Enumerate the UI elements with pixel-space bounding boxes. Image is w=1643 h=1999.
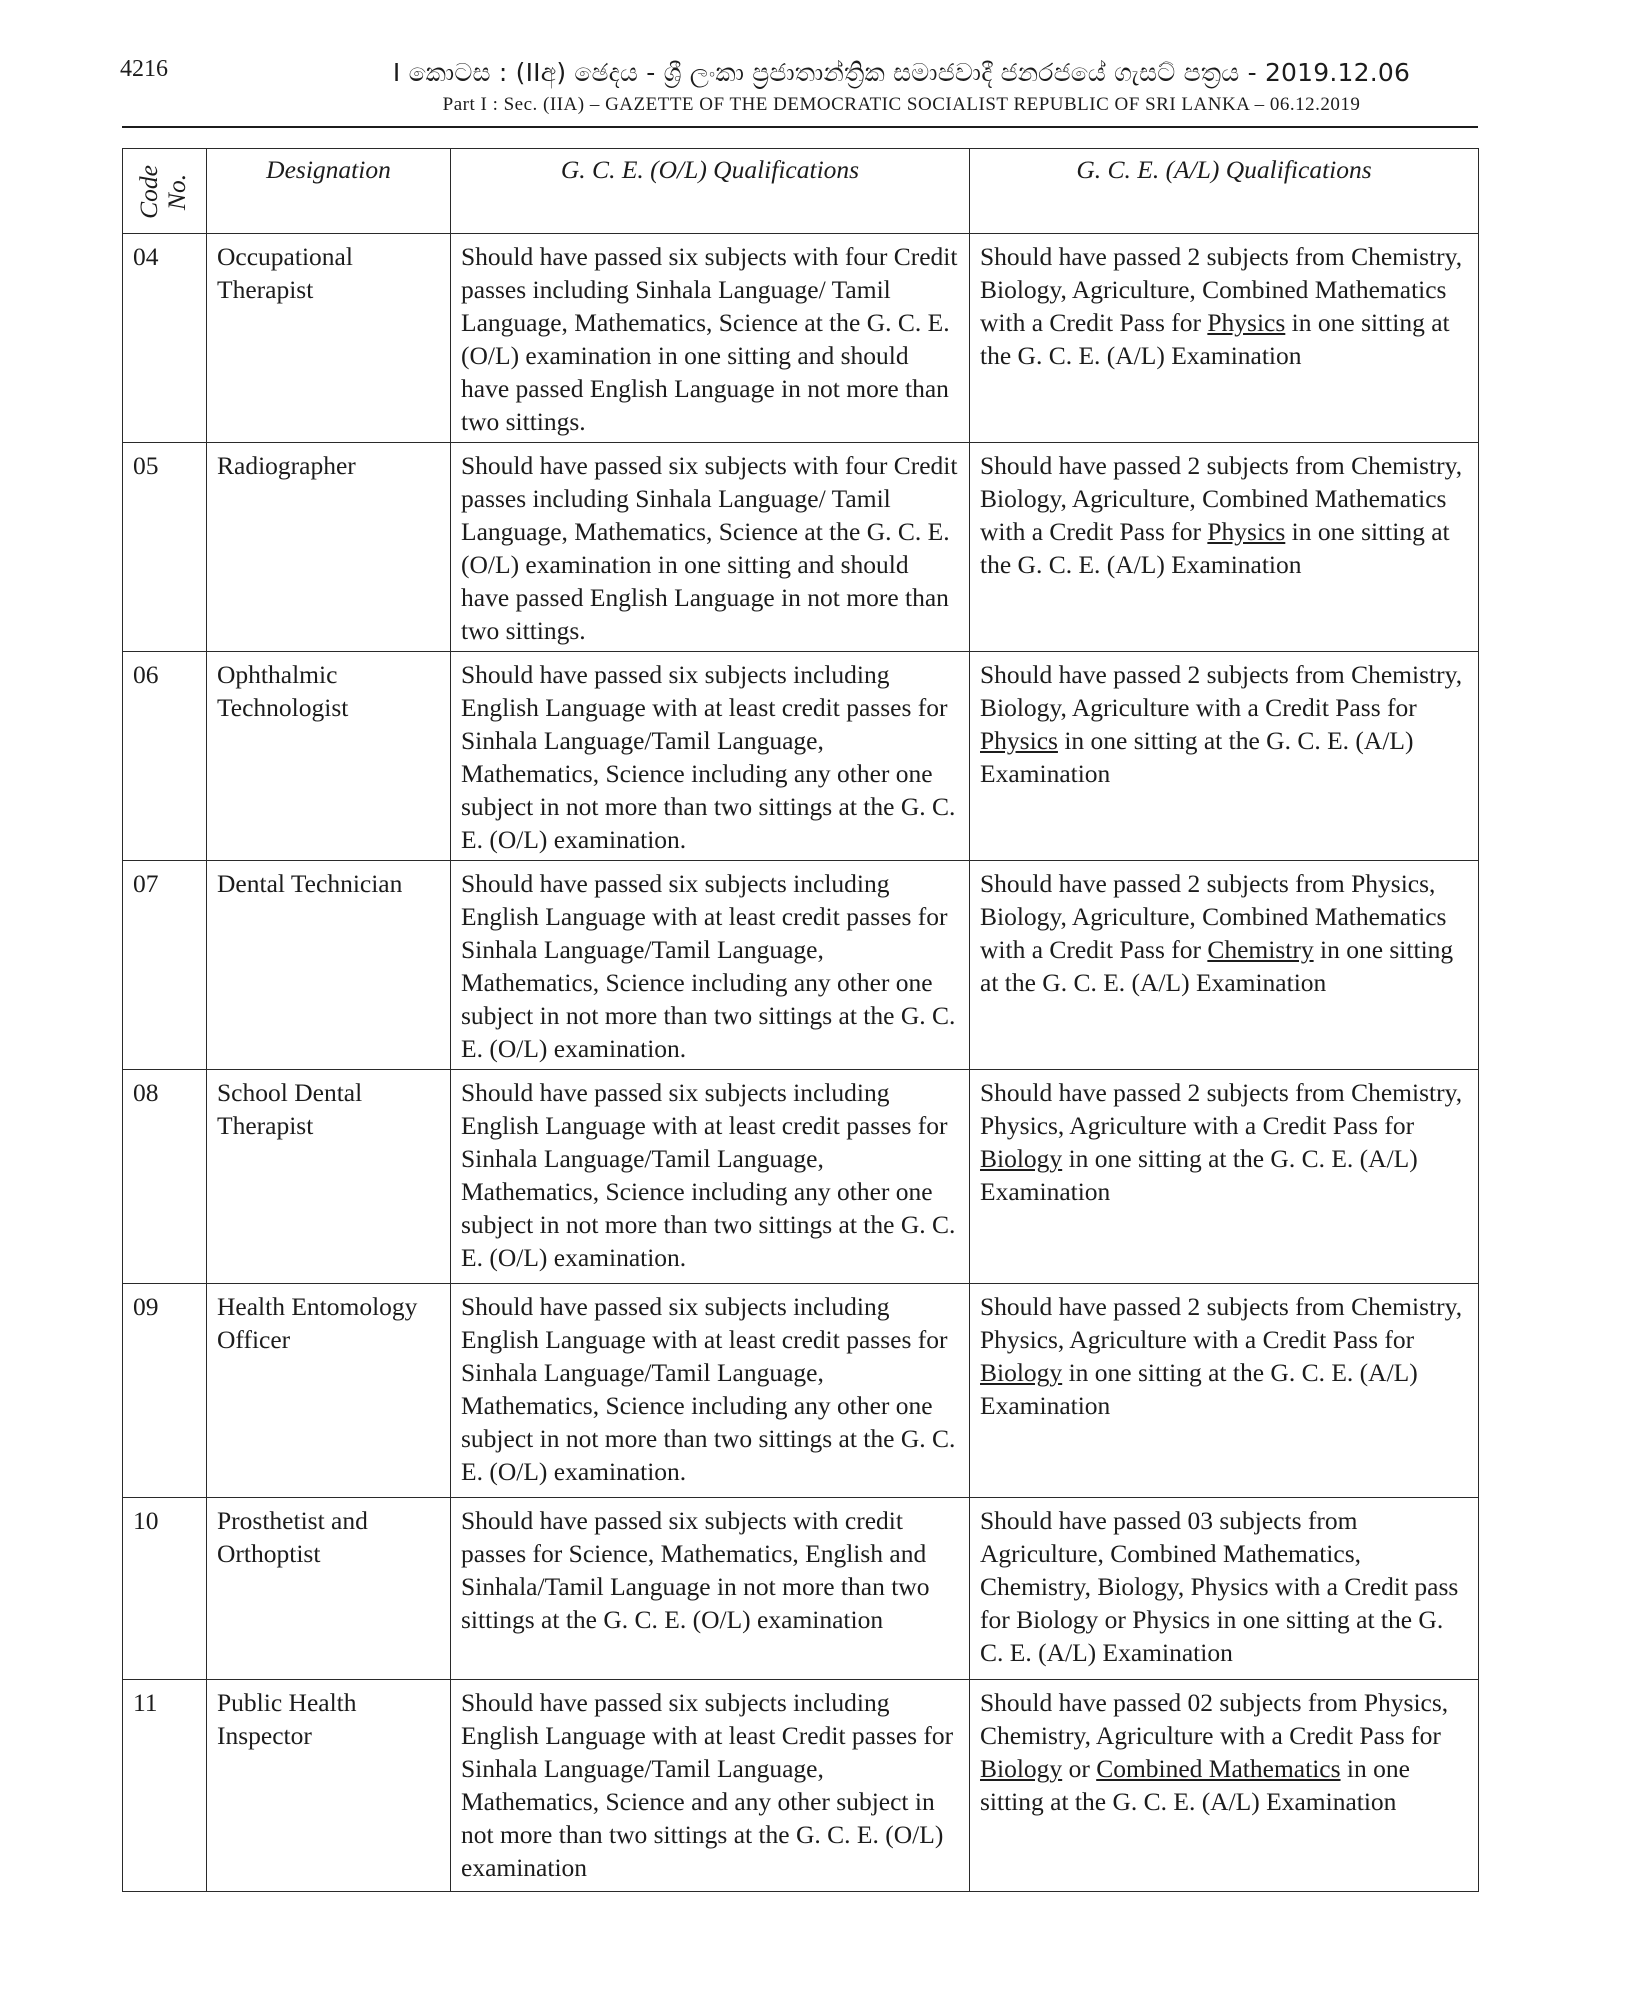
column-header-designation: Designation [207, 149, 451, 234]
al-text-segment: Should have passed 02 subjects from Physics, Chemistry, Agriculture with a Credit Pass for [980, 1688, 1449, 1750]
ol-qualification-cell: Should have passed six subjects with credit passes for Science, Mathematics, English and Sinhala/Tamil Language in not more than two sittings at the G. C. E. (O/L) examination [451, 1498, 970, 1680]
ol-qualification-cell: Should have passed six subjects including English Language with at least credit passes for Sinhala Language/Tamil Language, Mathematics, Science including any other one subject in not more than two sittings at the G. C. E. (O/L) examination. [451, 861, 970, 1070]
underlined-subject: Combined Mathematics [1096, 1754, 1341, 1783]
header-rule [122, 126, 1478, 128]
table-row [123, 652, 1479, 861]
al-qualification-cell [970, 1284, 1479, 1498]
column-header-code [123, 149, 207, 234]
table-row [123, 1498, 1479, 1680]
underlined-subject: Biology [980, 1358, 1063, 1387]
al-qualification-cell [970, 234, 1479, 443]
designation-cell: Health Entomology Officer [207, 1284, 451, 1498]
al-text-segment: in one sitting at the G. C. E. (A/L) Examination [980, 1144, 1418, 1206]
table-row [123, 1680, 1479, 1892]
code-cell: 04 [123, 234, 207, 443]
header-english-title [0, 94, 1643, 116]
underlined-subject: Biology [980, 1144, 1063, 1173]
al-qualification-cell [970, 652, 1479, 861]
code-cell: 08 [123, 1070, 207, 1284]
al-text-segment: in one sitting at the G. C. E. (A/L) Examination [980, 726, 1414, 788]
designation-cell: Public Health Inspector [207, 1680, 451, 1892]
underlined-subject: Physics [1207, 517, 1286, 546]
al-qualification-cell [970, 861, 1479, 1070]
ol-qualification-cell: Should have passed six subjects including English Language with at least credit passes for Sinhala Language/Tamil Language, Mathematics, Science including any other one subject in not more than two sittings at the G. C. E. (O/L) examination. [451, 1284, 970, 1498]
designation-cell: Ophthalmic Technologist [207, 652, 451, 861]
al-qualification-cell [970, 1498, 1479, 1680]
ol-qualification-cell: Should have passed six subjects including English Language with at least credit passes for Sinhala Language/Tamil Language, Mathematics, Science including any other one subject in not more than two sittings at the G. C. E. (O/L) examination. [451, 1070, 970, 1284]
al-text-segment: Should have passed 2 subjects from Chemistry, Biology, Agriculture, Combined Mathematics with a Credit Pass for [980, 242, 1463, 337]
table-header-row [123, 149, 1479, 234]
code-cell: 11 [123, 1680, 207, 1892]
code-cell: 07 [123, 861, 207, 1070]
code-cell: 09 [123, 1284, 207, 1498]
table-row [123, 234, 1479, 443]
header-english-text: Part I : Sec. (IIA) – GAZETTE OF THE DEMOCRATIC SOCIALIST REPUBLIC OF SRI LANKA – 06.12.2019 [442, 94, 1361, 115]
code-cell: 06 [123, 652, 207, 861]
code-cell: 10 [123, 1498, 207, 1680]
al-qualification-cell [970, 1680, 1479, 1892]
al-text-segment: Should have passed 2 subjects from Chemistry, Biology, Agriculture, Combined Mathematics with a Credit Pass for [980, 451, 1463, 546]
designation-cell: Radiographer [207, 443, 451, 652]
code-cell: 05 [123, 443, 207, 652]
page-number: 4216 [120, 56, 168, 82]
designation-cell: Occupational Therapist [207, 234, 451, 443]
column-header-ol: G. C. E. (O/L) Qualifications [451, 149, 970, 234]
table-row [123, 1284, 1479, 1498]
designation-cell: School Dental Therapist [207, 1070, 451, 1284]
ol-qualification-cell: Should have passed six subjects including English Language with at least credit passes for Sinhala Language/Tamil Language, Mathematics, Science including any other one subject in not more than two sittings at the G. C. E. (O/L) examination. [451, 652, 970, 861]
al-text-segment: in one sitting at the G. C. E. (A/L) Examination [980, 308, 1450, 370]
underlined-subject: Physics [980, 726, 1058, 755]
al-qualification-cell [970, 443, 1479, 652]
al-text-segment: or [1062, 1754, 1097, 1783]
table-row [123, 861, 1479, 1070]
al-text-segment: Should have passed 2 subjects from Chemistry, Biology, Agriculture with a Credit Pass for [980, 660, 1463, 722]
ol-qualification-cell: Should have passed six subjects with four Credit passes including Sinhala Language/ Tamil Language, Mathematics, Science at the G. C. E. (O/L) examination in one sitting and should have passed English Language in not more than two sittings. [451, 443, 970, 652]
code-header-line1: Code [133, 165, 163, 219]
code-header-line2: No. [161, 173, 191, 211]
table-row [123, 443, 1479, 652]
al-text-segment: Should have passed 2 subjects from Physics, Biology, Agriculture, Combined Mathematics with a Credit Pass for [980, 869, 1447, 964]
al-text-segment: in one sitting at the G. C. E. (A/L) Examination [980, 517, 1450, 579]
header-sinhala-text: I කොටස : (IIඅ) ඡෙදය - ශ්‍රී ලංකා ප්‍රජාතාන්ත්‍රික සමාජවාදී ජනරජයේ ගැසට් පත්‍රය - 2019.12.06 [392, 58, 1411, 87]
column-header-al: G. C. E. (A/L) Qualifications [970, 149, 1479, 234]
underlined-subject: Physics [1207, 308, 1286, 337]
designation-cell: Prosthetist and Orthoptist [207, 1498, 451, 1680]
ol-qualification-cell: Should have passed six subjects including English Language with at least Credit passes for Sinhala Language/Tamil Language, Mathematics, Science and any other subject in not more than two sittings at the G. C. E. (O/L) examination [451, 1680, 970, 1892]
al-text-segment: in one sitting at the G. C. E. (A/L) Examination [980, 1754, 1410, 1816]
underlined-subject: Biology [980, 1754, 1063, 1783]
al-qualification-cell [970, 1070, 1479, 1284]
al-text-segment: in one sitting at the G. C. E. (A/L) Examination [980, 935, 1454, 997]
designation-cell: Dental Technician [207, 861, 451, 1070]
qualifications-table [122, 148, 1479, 1892]
al-text-segment: Should have passed 2 subjects from Chemistry, Physics, Agriculture with a Credit Pass for [980, 1292, 1463, 1354]
al-text-segment: Should have passed 2 subjects from Chemistry, Physics, Agriculture with a Credit Pass for [980, 1078, 1463, 1140]
header-sinhala-title [0, 58, 1643, 88]
table-row [123, 1070, 1479, 1284]
underlined-subject: Chemistry [1207, 935, 1314, 964]
al-text-segment: in one sitting at the G. C. E. (A/L) Examination [980, 1358, 1418, 1420]
al-text-segment: Should have passed 03 subjects from Agriculture, Combined Mathematics, Chemistry, Biology, Physics with a Credit pass for Biology or Physics in one sitting at the G. C. E. (A/L) Examination [980, 1506, 1459, 1667]
ol-qualification-cell: Should have passed six subjects with four Credit passes including Sinhala Language/ Tamil Language, Mathematics, Science at the G. C. E. (O/L) examination in one sitting and should have passed English Language in not more than two sittings. [451, 234, 970, 443]
